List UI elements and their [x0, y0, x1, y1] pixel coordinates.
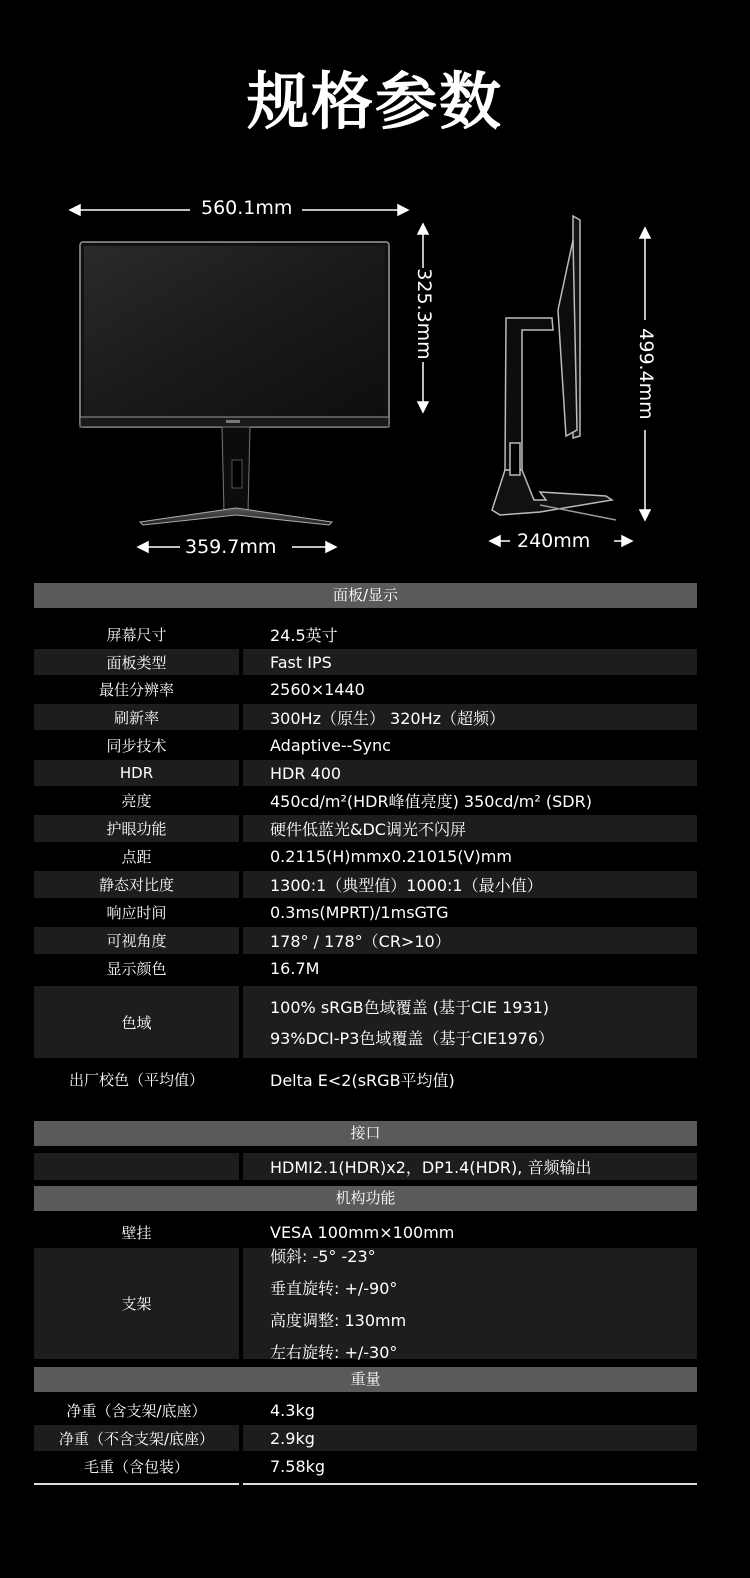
- section-panel-title: 面板/显示: [34, 583, 697, 608]
- spec-label: 净重（含支架/底座）: [66, 1402, 207, 1420]
- page-title: 规格参数: [246, 65, 503, 138]
- stand-width-label: 359.7mm: [185, 536, 277, 558]
- spec-row: [34, 843, 697, 870]
- spec-label: 净重（不含支架/底座）: [34, 1425, 239, 1451]
- spec-row: [34, 676, 697, 703]
- spec-label: 点距: [121, 848, 152, 866]
- spec-value-text: Delta E<2(sRGB平均值): [270, 1070, 455, 1090]
- spec-value-text: 24.5英寸: [270, 626, 338, 645]
- spec-value: [243, 704, 697, 730]
- depth-label: 240mm: [517, 530, 591, 552]
- spec-label: 同步技术: [106, 736, 167, 755]
- spec-value: [243, 1153, 697, 1180]
- spec-value: [243, 1452, 697, 1480]
- spec-label: 屏幕尺寸: [106, 626, 167, 644]
- spec-value-text: 4.3kg: [270, 1401, 315, 1420]
- spec-row: [34, 871, 697, 898]
- spec-value-text: 450cd/m²(HDR峰值亮度) 350cd/m² (SDR): [270, 792, 592, 811]
- spec-value-text: 178° / 178°（CR>10）: [270, 932, 451, 951]
- spec-label: 壁挂: [121, 1223, 152, 1242]
- spec-value-text: 2560×1440: [270, 680, 365, 699]
- spec-value-text: 倾斜: -5° -23°: [270, 1247, 376, 1266]
- spec-row: [34, 1425, 697, 1451]
- spec-label: [34, 1153, 239, 1180]
- width-label: 560.1mm: [201, 197, 293, 219]
- spec-value-text: HDR 400: [270, 763, 342, 783]
- spec-value-text: Fast IPS: [270, 652, 332, 672]
- spec-value-text: Adaptive--Sync: [270, 735, 391, 755]
- spec-label: 显示颜色: [106, 960, 167, 978]
- spec-value: [243, 815, 697, 842]
- spec-value: [243, 1062, 697, 1096]
- spec-label: 面板类型: [34, 649, 239, 675]
- spec-row: [34, 927, 697, 954]
- section-mechanical-title: 机构功能: [34, 1186, 697, 1211]
- spec-row: [34, 1153, 697, 1180]
- spec-label: 响应时间: [106, 904, 167, 922]
- spec-value: [243, 899, 697, 926]
- spec-value: [243, 927, 697, 954]
- spec-label: 最佳分辨率: [98, 681, 174, 699]
- spec-value: [243, 1218, 697, 1246]
- spec-row: [34, 1062, 697, 1096]
- monitor-diagram: [0, 0, 750, 570]
- spec-value-text: 0.2115(H)mmx0.21015(V)mm: [270, 847, 512, 866]
- spec-value-text: VESA 100mm×100mm: [270, 1222, 455, 1242]
- spec-label: 出厂校色（平均值）: [68, 1070, 204, 1089]
- spec-row: [34, 787, 697, 814]
- spec-row: [34, 1247, 697, 1362]
- spec-row: [34, 1397, 697, 1424]
- spec-row: [34, 649, 697, 675]
- spec-label: 色域: [34, 986, 239, 1058]
- spec-value: [243, 649, 697, 675]
- spec-value-text: 93%DCI-P3色域覆盖（基于CIE1976）: [270, 1029, 555, 1048]
- spec-value-text: 0.3ms(MPRT)/1msGTG: [270, 903, 449, 922]
- spec-label: 毛重（含包装）: [83, 1457, 189, 1476]
- spec-value-text: 16.7M: [270, 959, 320, 978]
- spec-value: [243, 955, 697, 982]
- spec-value: [243, 1397, 697, 1424]
- table-bottom-border-left: [34, 1483, 239, 1485]
- spec-value-text: 7.58kg: [270, 1456, 326, 1476]
- spec-value-text: 300Hz（原生） 320Hz（超频）: [270, 708, 506, 728]
- spec-value: [243, 787, 697, 814]
- spec-row: [34, 815, 697, 842]
- spec-value: [243, 760, 697, 786]
- spec-value: [243, 1247, 697, 1362]
- spec-row: [34, 1218, 697, 1246]
- spec-value-text: HDMI2.1(HDR)x2，DP1.4(HDR), 音频输出: [270, 1158, 592, 1177]
- spec-value-text: 硬件低蓝光&DC调光不闪屏: [270, 820, 466, 839]
- spec-value-text: 高度调整: 130mm: [270, 1311, 407, 1330]
- spec-row: [34, 955, 697, 982]
- spec-value-text: 垂直旋转: +/-90°: [270, 1279, 398, 1298]
- spec-value: [243, 676, 697, 703]
- spec-label: 护眼功能: [34, 815, 239, 842]
- spec-row: [34, 899, 697, 926]
- spec-label: 可视角度: [34, 927, 239, 954]
- spec-label: 刷新率: [34, 704, 239, 730]
- section-weight-title: 重量: [34, 1367, 697, 1392]
- spec-value: [243, 843, 697, 870]
- spec-row: [34, 986, 697, 1058]
- section-ports-title: 接口: [34, 1121, 697, 1146]
- spec-label: 支架: [34, 1248, 239, 1359]
- spec-value-text: 左右旋转: +/-30°: [270, 1343, 398, 1362]
- spec-row: [34, 704, 697, 730]
- spec-row: [34, 1452, 697, 1480]
- spec-value: [243, 871, 697, 898]
- total-height-label: 499.4mm: [635, 328, 657, 420]
- spec-row: [34, 760, 697, 786]
- spec-row: [34, 621, 697, 648]
- screen-height-label: 325.3mm: [413, 268, 435, 360]
- table-bottom-border-right: [243, 1483, 697, 1485]
- spec-value-text: 1300:1（典型值）1000:1（最小值）: [270, 876, 543, 895]
- spec-label: HDR: [34, 760, 239, 786]
- spec-value: [243, 731, 697, 759]
- spec-value-text: 100% sRGB色域覆盖 (基于CIE 1931): [270, 998, 550, 1017]
- spec-row: [34, 731, 697, 759]
- spec-label: 亮度: [121, 792, 152, 810]
- spec-value-text: 2.9kg: [270, 1428, 315, 1448]
- spec-value: [243, 1425, 697, 1451]
- monitor-side-view: [492, 216, 616, 520]
- spec-value: [243, 621, 697, 648]
- monitor-front-view: [80, 242, 389, 525]
- spec-value: [243, 986, 697, 1058]
- spec-label: 静态对比度: [34, 871, 239, 898]
